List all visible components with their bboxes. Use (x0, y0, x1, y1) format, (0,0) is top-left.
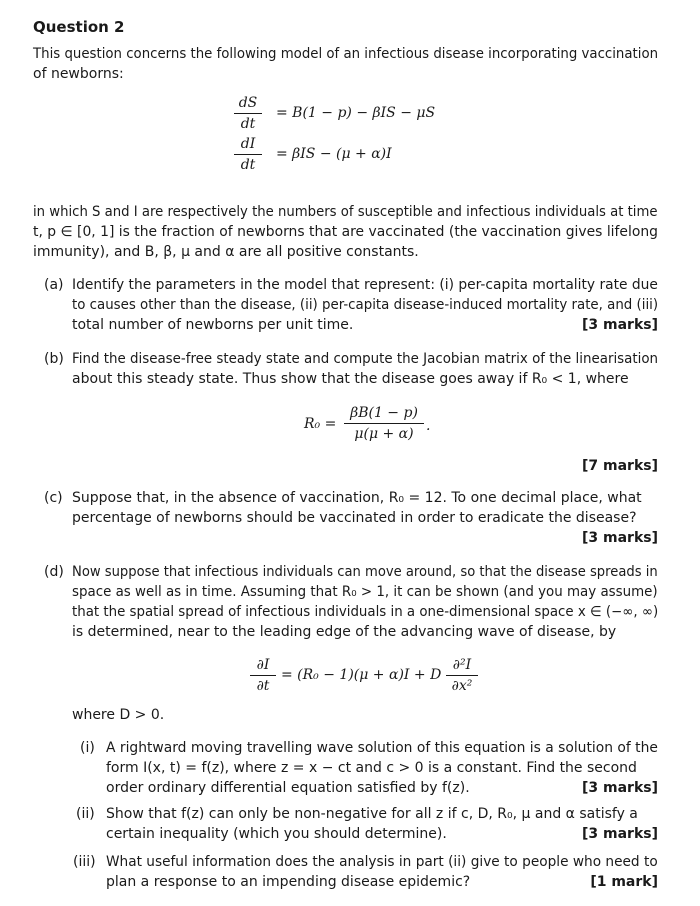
eq2-lhs-fraction (234, 135, 262, 174)
pde-rhs-fraction (446, 656, 478, 695)
sub-ii-line-2: certain inequality (which you should determine). (106, 826, 447, 842)
sub-iii-line-2: plan a response to an impending disease epidemic? (106, 874, 471, 890)
sub-ii-line-1: Show that f(z) can only be non-negative for all z if c, D, R₀, μ and α satisfy a (106, 806, 638, 822)
part-c-line-1: Suppose that, in the absence of vaccination, R₀ = 12. To one decimal place, what (72, 490, 642, 506)
sub-iii-line-1: What useful information does the analysis in part (ii) give to people who need to (106, 854, 658, 870)
pde-lhs-denominator: ∂t (256, 678, 270, 694)
sub-iii-label: (iii) (73, 854, 96, 870)
part-d-line-1: Now suppose that infectious individuals can move around, so that the disease spreads in (72, 564, 658, 580)
part-a-line-3: total number of newborns per unit time. (72, 317, 354, 333)
sub-iii-marks: [1 mark] (590, 874, 658, 890)
sub-i-marks: [3 marks] (582, 780, 658, 796)
eq2-lhs-denominator: dt (240, 157, 256, 173)
part-c-marks: [3 marks] (582, 530, 658, 546)
part-b-label: (b) (44, 351, 64, 367)
eq1-lhs-fraction (234, 94, 262, 133)
sub-i-line-3: order ordinary differential equation satisfied by f(z). (106, 780, 470, 796)
sub-ii-label: (ii) (76, 806, 95, 822)
part-a-line-1: Identify the parameters in the model that represent: (i) per-capita mortality rate due (72, 277, 658, 293)
part-d-label: (d) (44, 564, 64, 580)
after-eq-line-1: in which S and I are respectively the numbers of susceptible and infectious individuals at time (33, 204, 658, 220)
part-a-line-2: to causes other than the disease, (ii) per-capita disease-induced mortality rate, and (iii) (72, 297, 659, 313)
sub-i-line-2: form I(x, t) = f(z), where z = x − ct and c > 0 is a constant. Find the second (106, 760, 637, 776)
part-b-line-2: about this steady state. Thus show that the disease goes away if R₀ < 1, where (72, 371, 629, 387)
after-eq-line-3: immunity), and B, β, μ and α are all positive constants. (33, 244, 419, 260)
eq2-lhs-numerator: dI (240, 136, 256, 152)
part-b-marks: [7 marks] (582, 458, 658, 474)
part-d-line-3: that the spatial spread of infectious individuals in a one-dimensional space x ∈ (−∞, ∞) (72, 604, 659, 620)
sub-ii-marks: [3 marks] (582, 826, 658, 842)
part-d-where: where D > 0. (72, 707, 165, 723)
r0-fraction (344, 404, 424, 443)
intro-line-2: of newborns: (33, 66, 124, 82)
pde-lhs-fraction (250, 656, 276, 695)
r0-denominator: μ(μ + α) (354, 426, 414, 442)
r0-numerator: βB(1 − p) (350, 405, 418, 421)
part-d-line-2: space as well as in time. Assuming that R₀ > 1, it can be shown (and you may assume) (72, 584, 658, 600)
r0-lhs: R₀ = (304, 416, 337, 432)
r0-period: . (426, 418, 431, 434)
eq1-lhs-numerator: dS (238, 95, 258, 111)
part-c-line-2: percentage of newborns should be vaccinated in order to eradicate the disease? (72, 510, 637, 526)
eq1-rhs: = B(1 − p) − βIS − μS (276, 105, 436, 121)
pde-rhs-denominator: ∂x² (451, 678, 473, 694)
eq2-rhs: = βIS − (μ + α)I (276, 146, 392, 162)
sub-i-line-1: A rightward moving travelling wave solution of this equation is a solution of the (106, 740, 658, 756)
part-c-label: (c) (44, 490, 63, 506)
part-b-line-1: Find the disease-free steady state and compute the Jacobian matrix of the linearisation (72, 351, 659, 367)
after-eq-line-2: t, p ∈ [0, 1] is the fraction of newborns that are vaccinated (the vaccination gives lifelong (33, 224, 658, 240)
part-d-line-4: is determined, near to the leading edge of the advancing wave of disease, by (72, 624, 617, 640)
intro-line-1: This question concerns the following model of an infectious disease incorporating vaccination (33, 46, 659, 62)
question-title: Question 2 (33, 18, 125, 36)
part-a-label: (a) (44, 277, 64, 293)
sub-i-label: (i) (80, 740, 95, 756)
pde-rhs-numerator: ∂²I (452, 657, 472, 673)
part-a-marks: [3 marks] (582, 317, 658, 333)
pde-middle: = (R₀ − 1)(μ + α)I + D (281, 667, 442, 683)
pde-lhs-numerator: ∂I (256, 657, 270, 673)
eq1-lhs-denominator: dt (240, 116, 256, 132)
